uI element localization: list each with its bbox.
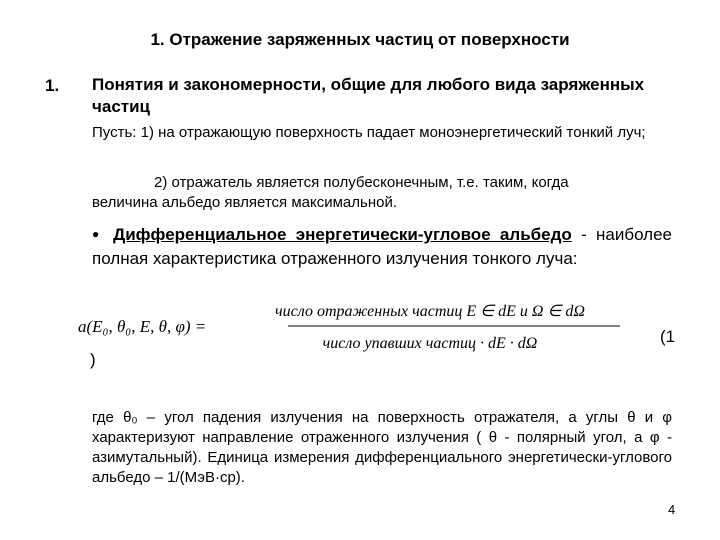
paragraph-condition-2 [92, 173, 672, 213]
bullet-icon: ● [92, 227, 104, 241]
explanation-paragraph: где θ₀ – угол падения излучения на поверхность отражателя, а углы θ и φ характеризуют направление отраженного излучения ( θ - полярный угол, а φ - азимутальный). Единица измерения дифференциального энергетически-углового альбедо – 1/(МэВ·ср). [92, 409, 672, 486]
definition-term: Дифференциальное энергетически-угловое альбедо [113, 225, 572, 244]
definition-text: - наиболее полная характеристика отраженного излучения тонкого луча: [92, 225, 672, 268]
equation-number-close: ) [90, 350, 96, 369]
page-title: 1. Отражение заряженных частиц от поверхности [150, 30, 570, 49]
equation-number: (1 [660, 327, 676, 346]
albedo-formula [78, 296, 638, 358]
page-number: 4 [668, 502, 676, 517]
condition-2-continuation: величина альбедо является максимальной. [92, 194, 397, 211]
section-number: 1. [45, 76, 60, 95]
formula-lhs: a(E₀, θ₀, E, θ, φ) = [78, 317, 207, 336]
definition-paragraph [92, 222, 672, 271]
formula-denominator: число упавших частиц · dE · dΩ [322, 335, 538, 352]
formula-numerator: число отраженных частиц E ∈ dE и Ω ∈ dΩ [275, 303, 585, 320]
section-heading: Понятия и закономерности, общие для любого вида заряженных частиц [92, 75, 645, 116]
paragraph-condition-1: Пусть: 1) на отражающую поверхность падает моноэнергетический тонкий луч; [92, 124, 646, 141]
condition-2-line: 2) отражатель является полубесконечным, т.е. таким, когда [154, 174, 569, 191]
